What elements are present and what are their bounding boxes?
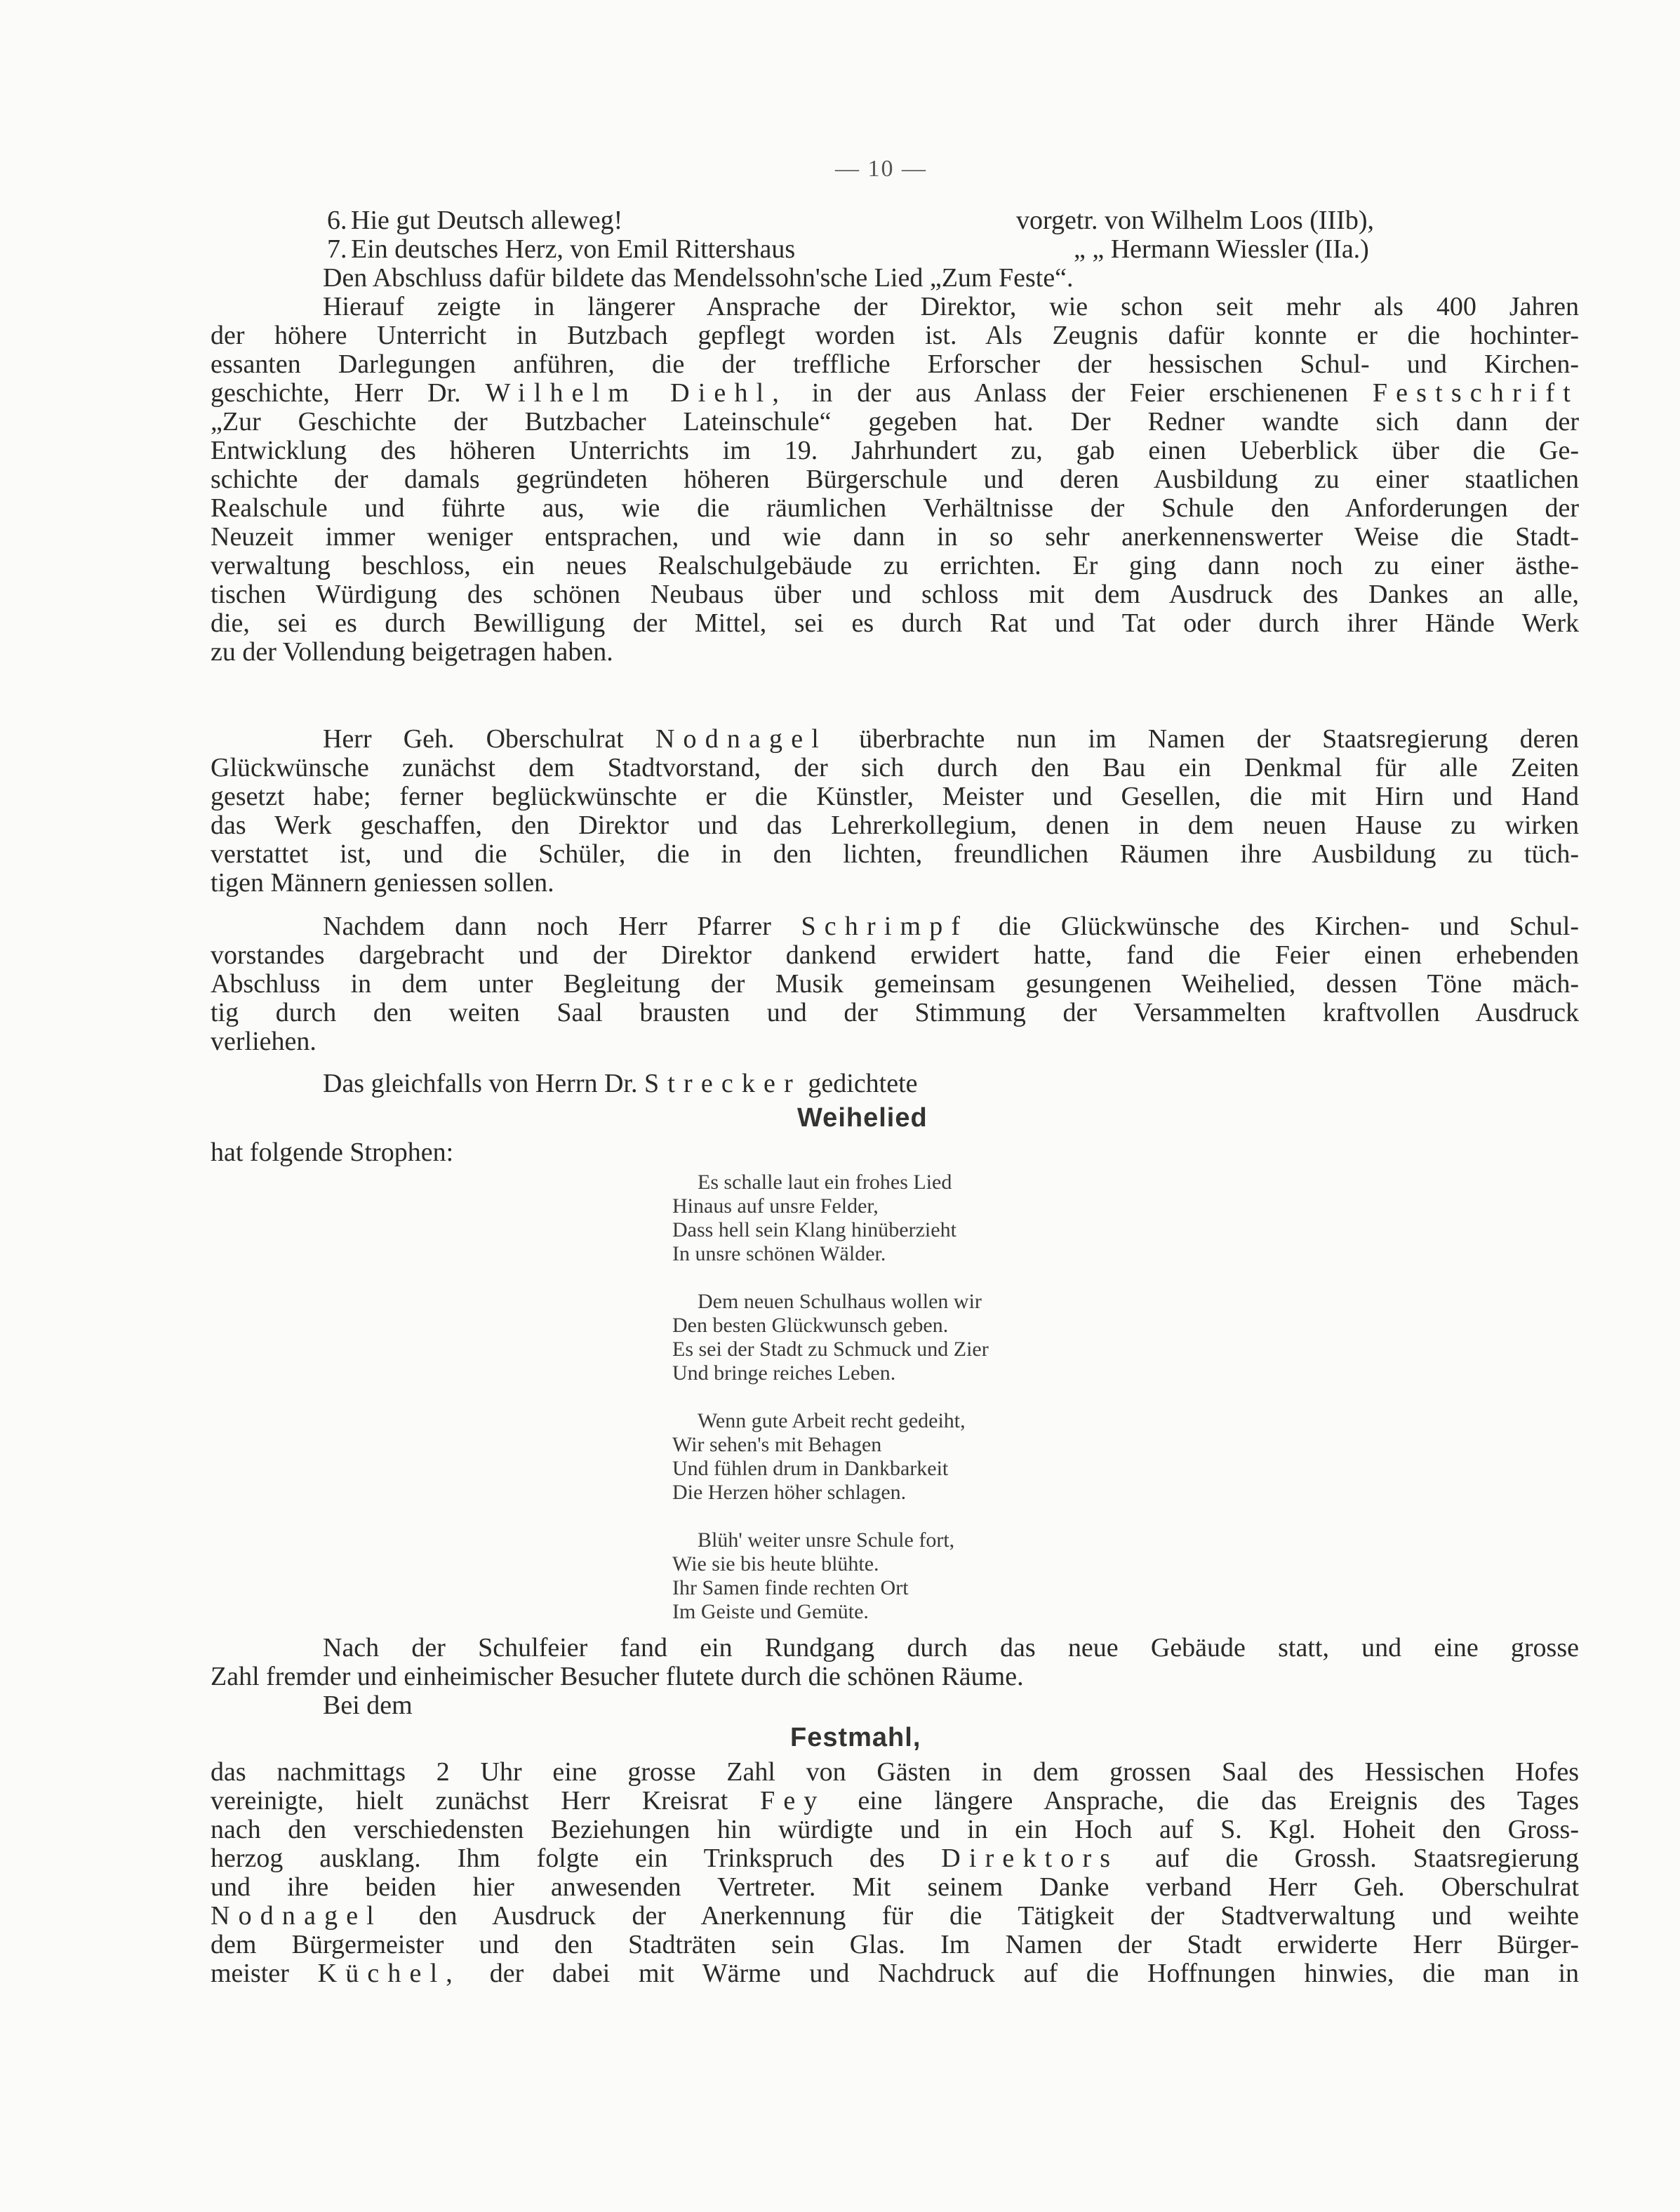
spaced-name: Schrimpf xyxy=(801,912,969,941)
poem-line: Wenn gute Arbeit recht gedeiht, xyxy=(698,1409,966,1432)
text-span: vereinigte, hielt zunächst Herr Kreisrat xyxy=(211,1786,728,1815)
paragraph-schrimpf xyxy=(211,912,1579,1056)
text-line xyxy=(211,725,1579,754)
text-span: Herr Geh. Oberschulrat xyxy=(323,724,624,754)
text-span: gedichtete xyxy=(808,1069,918,1098)
poem-line: Es schalle laut ein frohes Lied xyxy=(698,1171,952,1194)
spaced-name: Strecker xyxy=(644,1069,801,1098)
text-line: das nachmittags 2 Uhr eine grosse Zahl von Gästen in dem grossen Saal des Hessischen Hofes xyxy=(211,1757,1579,1787)
poem-line: Den besten Glückwunsch geben. xyxy=(672,1314,949,1337)
text-line xyxy=(211,1787,1579,1815)
text-span: eine längere Ansprache, die das Ereignis des Tages xyxy=(858,1786,1580,1815)
text-span: überbrachte nun im Namen der Staatsregierung deren xyxy=(859,724,1580,754)
text-line xyxy=(211,1844,1579,1873)
text-line: Realschule und führte aus, wie die räumlichen Verhältnisse der Schule den Anforderungen der xyxy=(211,493,1579,523)
text-span: die Glückwünsche des Kirchen- und Schul- xyxy=(998,912,1579,941)
poem-stanza xyxy=(672,1171,1164,1266)
text-line: „Zur Geschichte der Butzbacher Lateinschule“ gegeben hat. Der Redner wandte sich dann der xyxy=(211,407,1579,437)
text-line: verliehen. xyxy=(211,1027,316,1056)
text-line: dem Bürgermeister und den Stadträten sein Glas. Im Namen der Stadt erwiderte Herr Bürger- xyxy=(211,1930,1579,1959)
text-line: verstattet ist, und die Schüler, die in den lichten, freundlichen Räumen ihre Ausbildung zu tüch- xyxy=(211,839,1579,869)
text-line: Abschluss in dem unter Begleitung der Musik gemeinsam gesungenen Weihelied, dessen Töne mäch- xyxy=(211,969,1579,999)
heading-weihelied: Weihelied xyxy=(797,1103,928,1133)
poem-line: Wie sie bis heute blühte. xyxy=(672,1552,879,1575)
text-line: zu der Vollendung beigetragen haben. xyxy=(211,637,613,667)
text-line xyxy=(211,912,1579,941)
text-line: hat folgende Strophen: xyxy=(211,1138,454,1167)
poem-line: In unsre schönen Wälder. xyxy=(672,1242,886,1265)
program-item-title: Hie gut Deutsch alleweg! xyxy=(351,206,623,235)
poem-line: Wir sehen's mit Behagen xyxy=(672,1433,882,1456)
paragraph-strecker xyxy=(211,1070,1579,1098)
poem-line: Ihr Samen finde rechten Ort xyxy=(672,1576,909,1599)
text-span: geschichte, Herr Dr. xyxy=(211,378,461,408)
poem-line: Im Geiste und Gemüte. xyxy=(672,1600,869,1623)
poem-stanza xyxy=(672,1290,1164,1385)
page-number: — 10 — xyxy=(835,156,927,182)
text-line: das Werk geschaffen, den Direktor und das Lehrerkollegium, denen in dem neuen Hause zu wirken xyxy=(211,811,1579,840)
text-line xyxy=(211,1070,1579,1098)
paragraph-director-speech xyxy=(211,293,1579,667)
paragraph-festmahl xyxy=(211,1758,1579,1988)
spaced-name: Nodnagel xyxy=(655,724,827,754)
spaced-name: Wilhelm Diehl, xyxy=(485,378,788,408)
program-item-credit: „ „ Hermann Wiessler (IIa.) xyxy=(1074,234,1369,264)
heading-festmahl: Festmahl, xyxy=(790,1723,921,1752)
text-line: Bei dem xyxy=(323,1691,413,1720)
text-span: Das gleichfalls von Herrn Dr. xyxy=(323,1069,638,1098)
text-line: schichte der damals gegründeten höheren Bürgerschule und deren Ausbildung zu einer staatlichen xyxy=(211,465,1579,494)
poem-line: Dem neuen Schulhaus wollen wir xyxy=(698,1290,982,1313)
program-item xyxy=(211,206,1579,235)
spaced-name: Küchel, xyxy=(317,1959,461,1988)
poem-stanza xyxy=(672,1528,1164,1624)
poem-line: Die Herzen höher schlagen. xyxy=(672,1481,907,1504)
program-list xyxy=(211,206,1579,293)
text-line: tig durch den weiten Saal brausten und der Stimmung der Versammelten kraftvollen Ausdruck xyxy=(211,998,1579,1027)
text-line: der höhere Unterricht in Butzbach gepflegt worden ist. Als Zeugnis dafür konnte er die hochinter- xyxy=(211,321,1579,350)
text-line xyxy=(211,1959,1579,1988)
text-line: Nach der Schulfeier fand ein Rundgang durch das neue Gebäude statt, und eine grosse xyxy=(323,1633,1579,1663)
text-line: essanten Darlegungen anführen, die der treffliche Erforscher der hessischen Schul- und Kirchen- xyxy=(211,349,1579,379)
program-closing-line: Den Abschluss dafür bildete das Mendelssohn'sche Lied „Zum Feste“. xyxy=(323,263,1074,293)
program-item-number: 6. xyxy=(327,206,347,235)
program-item-credit: vorgetr. von Wilhelm Loos (IIIb), xyxy=(1016,206,1374,235)
poem-line: Es sei der Stadt zu Schmuck und Zier xyxy=(672,1338,989,1361)
poem-stanza xyxy=(672,1409,1164,1505)
text-line: Zahl fremder und einheimischer Besucher flutete durch die schönen Räume. xyxy=(211,1662,1024,1691)
text-line: Hierauf zeigte in längerer Ansprache der Direktor, wie schon seit mehr als 400 Jahren xyxy=(323,292,1579,321)
poem-line: Dass hell sein Klang hinüberzieht xyxy=(672,1218,956,1241)
text-line: verwaltung beschloss, ein neues Realschulgebäude zu errichten. Er ging dann noch zu einer ästhe- xyxy=(211,551,1579,580)
paragraph-nodnagel xyxy=(211,725,1579,898)
text-span: Nachdem dann noch Herr Pfarrer xyxy=(323,912,771,941)
text-line: tischen Würdigung des schönen Neubaus über und schloss mit dem Ausdruck des Dankes an alle, xyxy=(211,580,1579,609)
text-line xyxy=(211,379,1579,408)
text-span: herzog ausklang. Ihm folgte ein Trinkspruch des xyxy=(211,1844,905,1873)
text-span: den Ausdruck der Anerkennung für die Tätigkeit der Stadtverwaltung und weihte xyxy=(418,1901,1579,1931)
text-span: der dabei mit Wärme und Nachdruck auf die Hoffnungen hinwies, die man in xyxy=(489,1959,1580,1988)
text-line: Entwicklung des höheren Unterrichts im 19. Jahrhundert zu, gab einen Ueberblick über die Ge- xyxy=(211,436,1579,465)
poem-line: Hinaus auf unsre Felder, xyxy=(672,1194,879,1218)
text-span: auf die Grossh. Staatsregierung xyxy=(1155,1844,1579,1873)
text-line: Glückwünsche zunächst dem Stadtvorstand, der sich durch den Bau ein Denkmal für alle Zeiten xyxy=(211,753,1579,782)
spaced-name: Direktors xyxy=(941,1844,1119,1873)
text-line: und ihre beiden hier anwesenden Vertreter. Mit seinem Danke verband Herr Geh. Oberschulrat xyxy=(211,1872,1579,1902)
text-line: die, sei es durch Bewilligung der Mittel, sei es durch Rat und Tat oder durch ihrer Hände Werk xyxy=(211,608,1579,638)
text-line: Neuzeit immer weniger entsprachen, und wie dann in so sehr anerkennenswerter Weise die Stadt- xyxy=(211,522,1579,552)
text-span: meister xyxy=(211,1959,289,1988)
poem-weihelied xyxy=(672,1171,1164,1648)
poem-line: Und fühlen drum in Dankbarkeit xyxy=(672,1457,949,1480)
spaced-name: Nodnagel xyxy=(211,1901,383,1931)
strophen-intro xyxy=(211,1138,1579,1167)
poem-line: Und bringe reiches Leben. xyxy=(672,1361,896,1385)
poem-line: Blüh' weiter unsre Schule fort, xyxy=(698,1528,955,1552)
text-line: tigen Männern geniessen sollen. xyxy=(211,868,554,898)
text-span: in der aus Anlass der Feier erschienenen xyxy=(811,378,1348,408)
spaced-name: Fey xyxy=(760,1786,826,1815)
text-line: vorstandes dargebracht und der Direktor dankend erwidert hatte, fand die Feier einen erhebenden xyxy=(211,940,1579,970)
spaced-word: Festschrift xyxy=(1372,378,1580,408)
paragraph-rundgang xyxy=(211,1634,1579,1720)
text-line: nach den verschiedensten Beziehungen hin würdigte und in ein Hoch auf S. Kgl. Hoheit den Gross- xyxy=(211,1815,1579,1844)
text-line: gesetzt habe; ferner beglückwünschte er die Künstler, Meister und Gesellen, die mit Hirn und Hand xyxy=(211,782,1579,811)
text-line xyxy=(211,1902,1579,1931)
program-item-number: 7. xyxy=(327,234,347,264)
program-item xyxy=(211,235,1579,264)
program-item-title: Ein deutsches Herz, von Emil Rittershaus xyxy=(351,234,796,264)
